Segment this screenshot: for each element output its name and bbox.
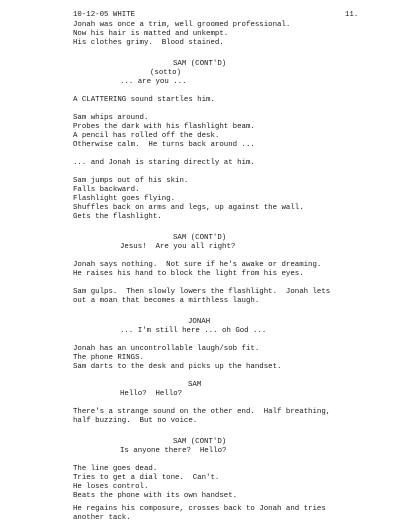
character-cue: JONAH [188, 318, 211, 326]
action-line: Sam jumps out of his skin. [73, 177, 189, 185]
action-line: Falls backward. [73, 186, 140, 194]
dialogue-line: Is anyone there? Hello? [120, 447, 227, 455]
action-line: Gets the flashlight. [73, 213, 162, 221]
action-line: His clothes grimy. Blood stained. [73, 39, 224, 47]
page-number: 11. [345, 11, 359, 19]
action-line: The line goes dead. [73, 465, 158, 473]
character-cue: SAM (CONT'D) [173, 234, 227, 242]
action-line: Probes the dark with his flashlight beam. [73, 123, 255, 131]
action-line: Sam gulps. Then slowly lowers the flashlight. Jonah lets [73, 288, 331, 296]
dialogue-line: Jesus! Are you all right? [120, 243, 236, 251]
dialogue-line: ... I'm still here ... oh God ... [120, 327, 267, 335]
character-cue: SAM [188, 381, 202, 389]
action-line: Sam whips around. [73, 114, 149, 122]
action-line: Flashlight goes flying. [73, 195, 176, 203]
action-line: Jonah was once a trim, well groomed professional. [73, 21, 291, 29]
action-line: A CLATTERING sound startles him. [73, 96, 215, 104]
action-line: He loses control. [73, 483, 149, 491]
action-line: He regains his composure, crosses back to Jonah and tries [73, 505, 326, 513]
action-line: The phone RINGS. [73, 354, 144, 362]
dialogue-line: ... are you ... [120, 78, 187, 86]
action-line: another tack. [73, 514, 131, 522]
action-line: Beats the phone with its own handset. [73, 492, 238, 500]
character-cue: SAM (CONT'D) [173, 60, 227, 68]
character-cue: SAM (CONT'D) [173, 438, 227, 446]
action-line: Now his hair is matted and unkempt. [73, 30, 229, 38]
dialogue-line: Hello? Hello? [120, 390, 183, 398]
action-line: Otherwise calm. He turns back around ... [73, 141, 255, 149]
revision-date: 10-12-05 WHITE [73, 11, 136, 19]
action-line: out a moan that becomes a mirthless laugh. [73, 297, 260, 305]
parenthetical: (sotto) [150, 69, 182, 77]
action-line: Jonah has an uncontrollable laugh/sob fit. [73, 345, 260, 353]
action-line: There's a strange sound on the other end. Half breathing, [73, 408, 331, 416]
action-line: He raises his hand to block the light from his eyes. [73, 270, 304, 278]
action-line: ... and Jonah is staring directly at him. [73, 159, 255, 167]
action-line: half buzzing. But no voice. [73, 417, 198, 425]
action-line: Jonah says nothing. Not sure if he's awake or dreaming. [73, 261, 322, 269]
action-line: Shuffles back on arms and legs, up against the wall. [73, 204, 304, 212]
action-line: A pencil has rolled off the desk. [73, 132, 220, 140]
action-line: Sam darts to the desk and picks up the handset. [73, 363, 282, 371]
action-line: Tries to get a dial tone. Can't. [73, 474, 220, 482]
